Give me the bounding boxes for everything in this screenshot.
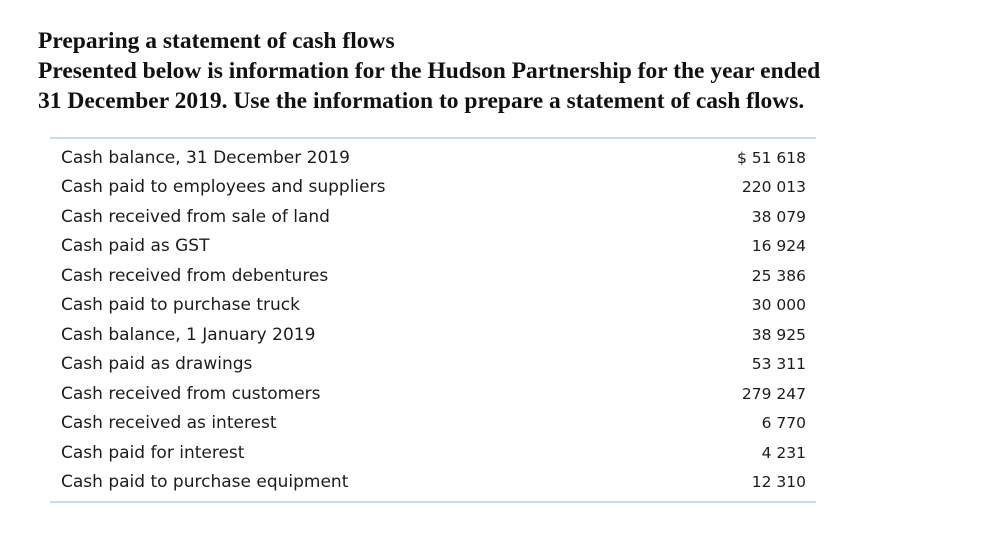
table-row [50, 438, 816, 468]
problem-text-line-1: Presented below is information for the Hudson Partnership for the year ended [38, 58, 821, 84]
problem-heading [38, 26, 968, 116]
table-row [50, 291, 816, 321]
row-label: Cash balance, 1 January 2019 [61, 324, 316, 345]
cash-data-table [50, 137, 816, 503]
row-value: 30 000 [751, 296, 806, 315]
table-row [50, 320, 816, 350]
table-row [50, 350, 816, 380]
table-row [50, 379, 816, 409]
row-label: Cash paid as GST [61, 236, 210, 257]
row-value: 6 770 [761, 414, 806, 433]
row-value: 4 231 [761, 443, 806, 462]
row-value: 38 925 [751, 325, 806, 344]
row-label: Cash balance, 31 December 2019 [61, 147, 350, 168]
row-value: 25 386 [751, 266, 806, 285]
row-label: Cash paid for interest [61, 442, 245, 463]
row-label: Cash received from sale of land [61, 206, 330, 227]
row-value: 279 247 [741, 384, 806, 403]
row-label: Cash paid to employees and suppliers [61, 177, 386, 198]
row-value: 12 310 [751, 473, 806, 492]
row-value: 220 013 [741, 178, 806, 197]
row-label: Cash received from customers [61, 383, 321, 404]
problem-text-line-2: 31 December 2019. Use the information to prepare a statement of cash flows. [38, 88, 805, 114]
row-value: 53 311 [751, 355, 806, 374]
table-row [50, 409, 816, 439]
table-row [50, 261, 816, 291]
row-value: 38 079 [751, 207, 806, 226]
table-row [50, 143, 816, 173]
row-label: Cash received from debentures [61, 265, 329, 286]
table-row [50, 468, 816, 498]
row-label: Cash paid to purchase equipment [61, 472, 349, 493]
row-label: Cash paid to purchase truck [61, 295, 300, 316]
table-row [50, 173, 816, 203]
row-label: Cash received as interest [61, 413, 277, 434]
problem-title: Preparing a statement of cash flows [38, 28, 395, 54]
table-row [50, 202, 816, 232]
row-value: 16 924 [751, 237, 806, 256]
row-label: Cash paid as drawings [61, 354, 253, 375]
table-row [50, 232, 816, 262]
row-value: $ 51 618 [736, 148, 806, 167]
